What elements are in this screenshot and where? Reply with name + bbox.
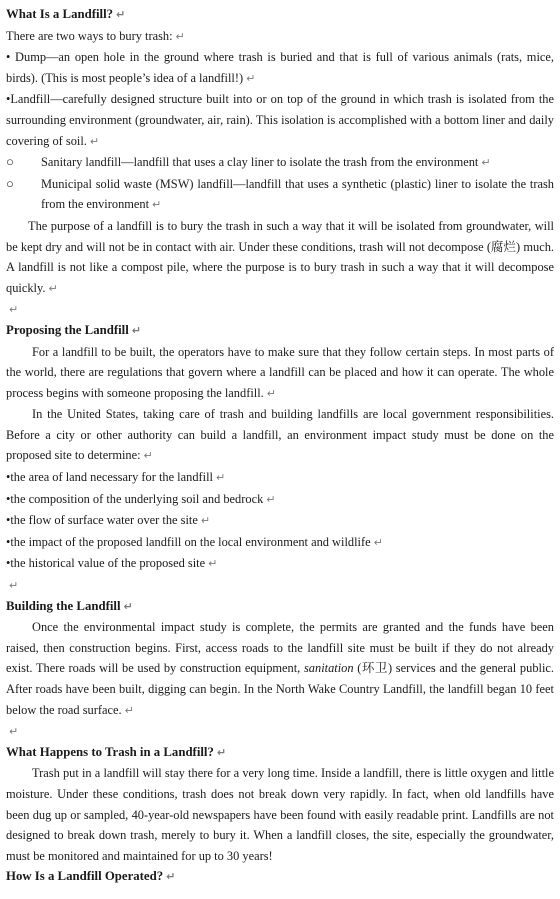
document-body <box>6 4 554 888</box>
paragraph: In the United States, taking care of trash and building landfills are local government responsibilities. Before a city or other authority can build a landfill, an environment impact study must be done on the proposed site to determine: ↵ <box>6 407 554 463</box>
empty-line: ↵ <box>9 725 19 739</box>
list-item: •the impact of the proposed landfill on the local environment and wildlife ↵ <box>6 534 383 549</box>
paragraph: The purpose of a landfill is to bury the trash in such a way that it will be isolated from groundwater, will be kept dry and will not be in contact with air. Under these conditions, trash will not decompose (腐烂) much. A landfill is not like a compost pile, where the purpose is to bury trash in such a way that it will decompose quickly. ↵ <box>6 218 554 295</box>
list-item: •the flow of surface water over the site ↵ <box>6 513 211 528</box>
paragraph: There are two ways to bury trash: ↵ <box>6 28 185 43</box>
heading-building-landfill: Building the Landfill ↵ <box>6 598 133 613</box>
bullet-item: • Dump—an open hole in the ground where trash is buried and that is full of various animals (rats, mice, birds). (This is most people’s idea of a landfill!) ↵ <box>6 50 554 85</box>
paragraph: For a landfill to be built, the operators have to make sure that they follow certain steps. In most parts of the world, there are regulations that govern where a landfill can be placed and how it can operate. The whole process begins with someone proposing the landfill. ↵ <box>6 344 554 400</box>
paragraph: Once the environmental impact study is complete, the permits are granted and the funds have been raised, then construction begins. First, access roads to the landfill site must be built if they do not already exist. There roads will be used by construction equipment, sanitation (环卫) services and the general public. After roads have been built, digging can begin. In the North Wake Country Landfill, the landfill began 10 feet below the road surface. ↵ <box>6 620 555 717</box>
circle-bullet-icon: ○ <box>6 175 14 191</box>
list-item: •the area of land necessary for the landfill ↵ <box>6 470 226 485</box>
heading-trash-in-landfill: What Happens to Trash in a Landfill? ↵ <box>6 744 227 759</box>
circle-bullet-icon: ○ <box>6 154 14 170</box>
heading-proposing-landfill: Proposing the Landfill ↵ <box>6 322 142 337</box>
bullet-item: •Landfill—carefully designed structure built into or on top of the ground in which trash is isolated from the surrounding environment (groundwater, air, rain). This isolation is accomplished with a bottom liner and daily covering of soil. ↵ <box>6 92 554 148</box>
italic-term: sanitation <box>303 661 354 676</box>
circle-item: ○ Sanitary landfill—landfill that uses a clay liner to isolate the trash from the environment ↵ <box>6 152 554 174</box>
paragraph: Trash put in a landfill will stay there for a very long time. Inside a landfill, there is little oxygen and little moisture. Under these conditions, trash does not break down very rapidly. In fact, when old landfills have been dug up or sampled, 40-year-old newspapers have been found with easily readable print. Landfills are not designed to break down trash, merely to bury it. When a landfill closes, the site, especially the groundwater, must be monitored and maintained for up to 30 years! <box>6 766 554 863</box>
heading-landfill-operated: How Is a Landfill Operated? ↵ <box>6 869 176 884</box>
empty-line: ↵ <box>9 303 19 317</box>
list-item: •the composition of the underlying soil and bedrock ↵ <box>6 491 276 506</box>
list-item: •the historical value of the proposed site ↵ <box>6 556 218 571</box>
heading-what-is-landfill: What Is a Landfill? ↵ <box>6 7 126 21</box>
circle-item: ○ Municipal solid waste (MSW) landfill—landfill that uses a synthetic (plastic) liner to isolate the trash from the environment ↵ <box>6 175 554 212</box>
empty-line: ↵ <box>9 579 19 593</box>
